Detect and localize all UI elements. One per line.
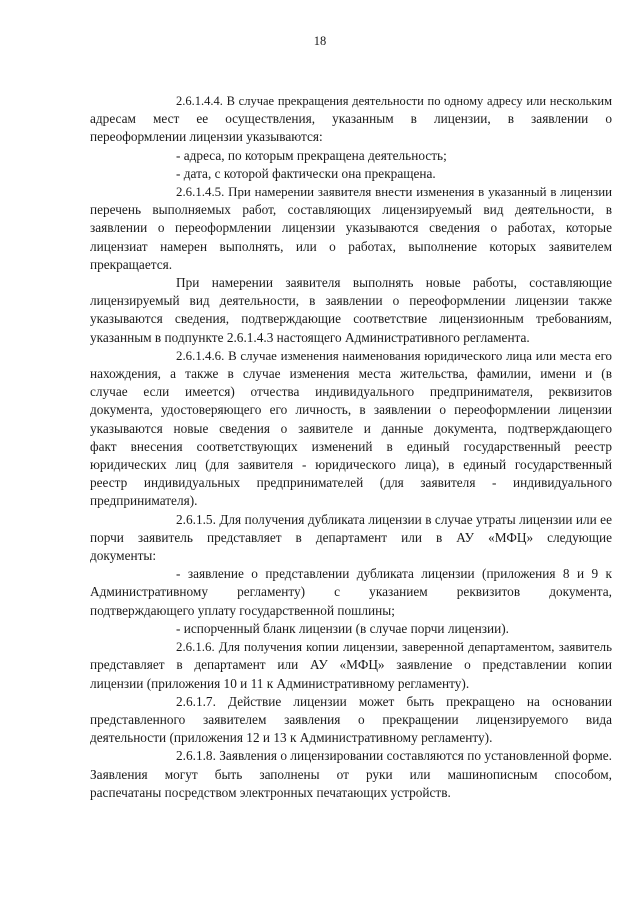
paragraph — [90, 147, 612, 165]
paragraph — [90, 165, 612, 183]
paragraph — [90, 565, 612, 620]
text-line: распечатаны посредством электронных печатающих устройств. — [90, 784, 451, 800]
text-line: 2.6.1.4.6. В случае изменения наименования юридического лица или места его — [176, 348, 612, 363]
text-line: порчи заявитель представляет в департамент или в АУ «МФЦ» следующие — [90, 529, 612, 545]
paragraph — [90, 347, 612, 511]
text-line: лицензируемый вид деятельности, в заявлении о переоформлении лицензии также — [90, 293, 612, 309]
text-line: документы: — [90, 548, 157, 564]
text-line: - дата, с которой фактически она прекращена. — [176, 165, 436, 181]
text-line: факт внесения соответствующих изменений в единый государственный реестр — [90, 438, 612, 454]
text-line: представленного заявителем заявления о прекращении лицензируемого вида — [90, 711, 612, 727]
text-line: юридических лиц (для заявителя - юридического лица), в единый государственный — [90, 457, 612, 473]
text-line: случае если имеется) отчества индивидуального предпринимателя, реквизитов — [90, 384, 612, 400]
text-line: перечень выполняемых работ, составляющих лицензируемый вид деятельности, в — [90, 202, 612, 218]
text-line: прекращается. — [90, 256, 173, 272]
text-line: адресам мест ее осуществления, указанным в лицензии, в заявлении о — [90, 111, 612, 127]
text-line: - заявление о представлении дубликата лицензии (приложения 8 и 9 к — [176, 566, 612, 582]
text-line: 2.6.1.5. Для получения дубликата лицензии в случае утраты лицензии или ее — [176, 511, 612, 527]
text-line: заявлении о переоформлении лицензии указываются сведения о работах, которые — [90, 220, 612, 236]
paragraph — [90, 274, 612, 347]
page-number: 18 — [313, 34, 327, 48]
text-line: - испорченный бланк лицензии (в случае порчи лицензии). — [176, 620, 509, 636]
text-line: Заявления могут быть заполнены от руки или машинописным способом, — [90, 766, 612, 782]
text-line: представляет в департамент или АУ «МФЦ» заявление о представлении копии — [90, 657, 612, 673]
text-line: лицензии (приложения 10 и 11 к Административному регламенту). — [90, 675, 470, 691]
text-line: указываются новые сведения о заявителе и данные документа, подтверждающего — [90, 420, 612, 436]
text-line: 2.6.1.6. Для получения копии лицензии, заверенной департаментом, заявитель — [176, 640, 612, 655]
text-line: указываются сведения, подтверждающие соответствие лицензионным требованиям, — [90, 311, 612, 327]
text-line: деятельности (приложения 12 и 13 к Административному регламенту). — [90, 730, 493, 746]
paragraph — [90, 511, 612, 566]
text-line: лицензиат намерен выполнять, или о работах, выполнение которых заявителем — [90, 238, 612, 254]
text-line: Административному регламенту) с указанием реквизитов документа, — [90, 584, 612, 600]
text-line: - адреса, по которым прекращена деятельность; — [176, 147, 447, 163]
text-line: 2.6.1.4.5. При намерении заявителя внести изменения в указанный в лицензии — [176, 185, 612, 200]
text-line: указанным в подпункте 2.6.1.4.3 настоящего Административного регламента. — [90, 329, 530, 345]
text-line: предпринимателя). — [90, 493, 198, 509]
text-line: нахождения, а также в случае изменения места жительства, фамилии, имени и (в — [90, 366, 612, 382]
text-line: реестр индивидуальных предпринимателей (для заявителя - индивидуального — [90, 475, 612, 491]
text-line: переоформлении лицензии указываются: — [90, 129, 323, 145]
paragraph — [90, 620, 612, 638]
text-line: 2.6.1.8. Заявления о лицензировании составляются по установленной форме. — [176, 748, 612, 764]
text-line: 2.6.1.7. Действие лицензии может быть прекращено на основании — [176, 693, 612, 709]
text-line: документа, удостоверяющего его личность, в заявлении о переоформлении лицензии — [90, 402, 612, 418]
paragraph — [90, 183, 612, 274]
document-body — [90, 92, 612, 802]
text-line: 2.6.1.4.4. В случае прекращения деятельности по одному адресу или нескольким — [176, 94, 612, 108]
paragraph — [90, 92, 612, 147]
paragraph — [90, 638, 612, 693]
text-line: При намерении заявителя выполнять новые работы, составляющие — [176, 275, 612, 291]
text-line: подтверждающего уплату государственной пошлины; — [90, 602, 395, 618]
paragraph — [90, 693, 612, 748]
paragraph — [90, 747, 612, 802]
